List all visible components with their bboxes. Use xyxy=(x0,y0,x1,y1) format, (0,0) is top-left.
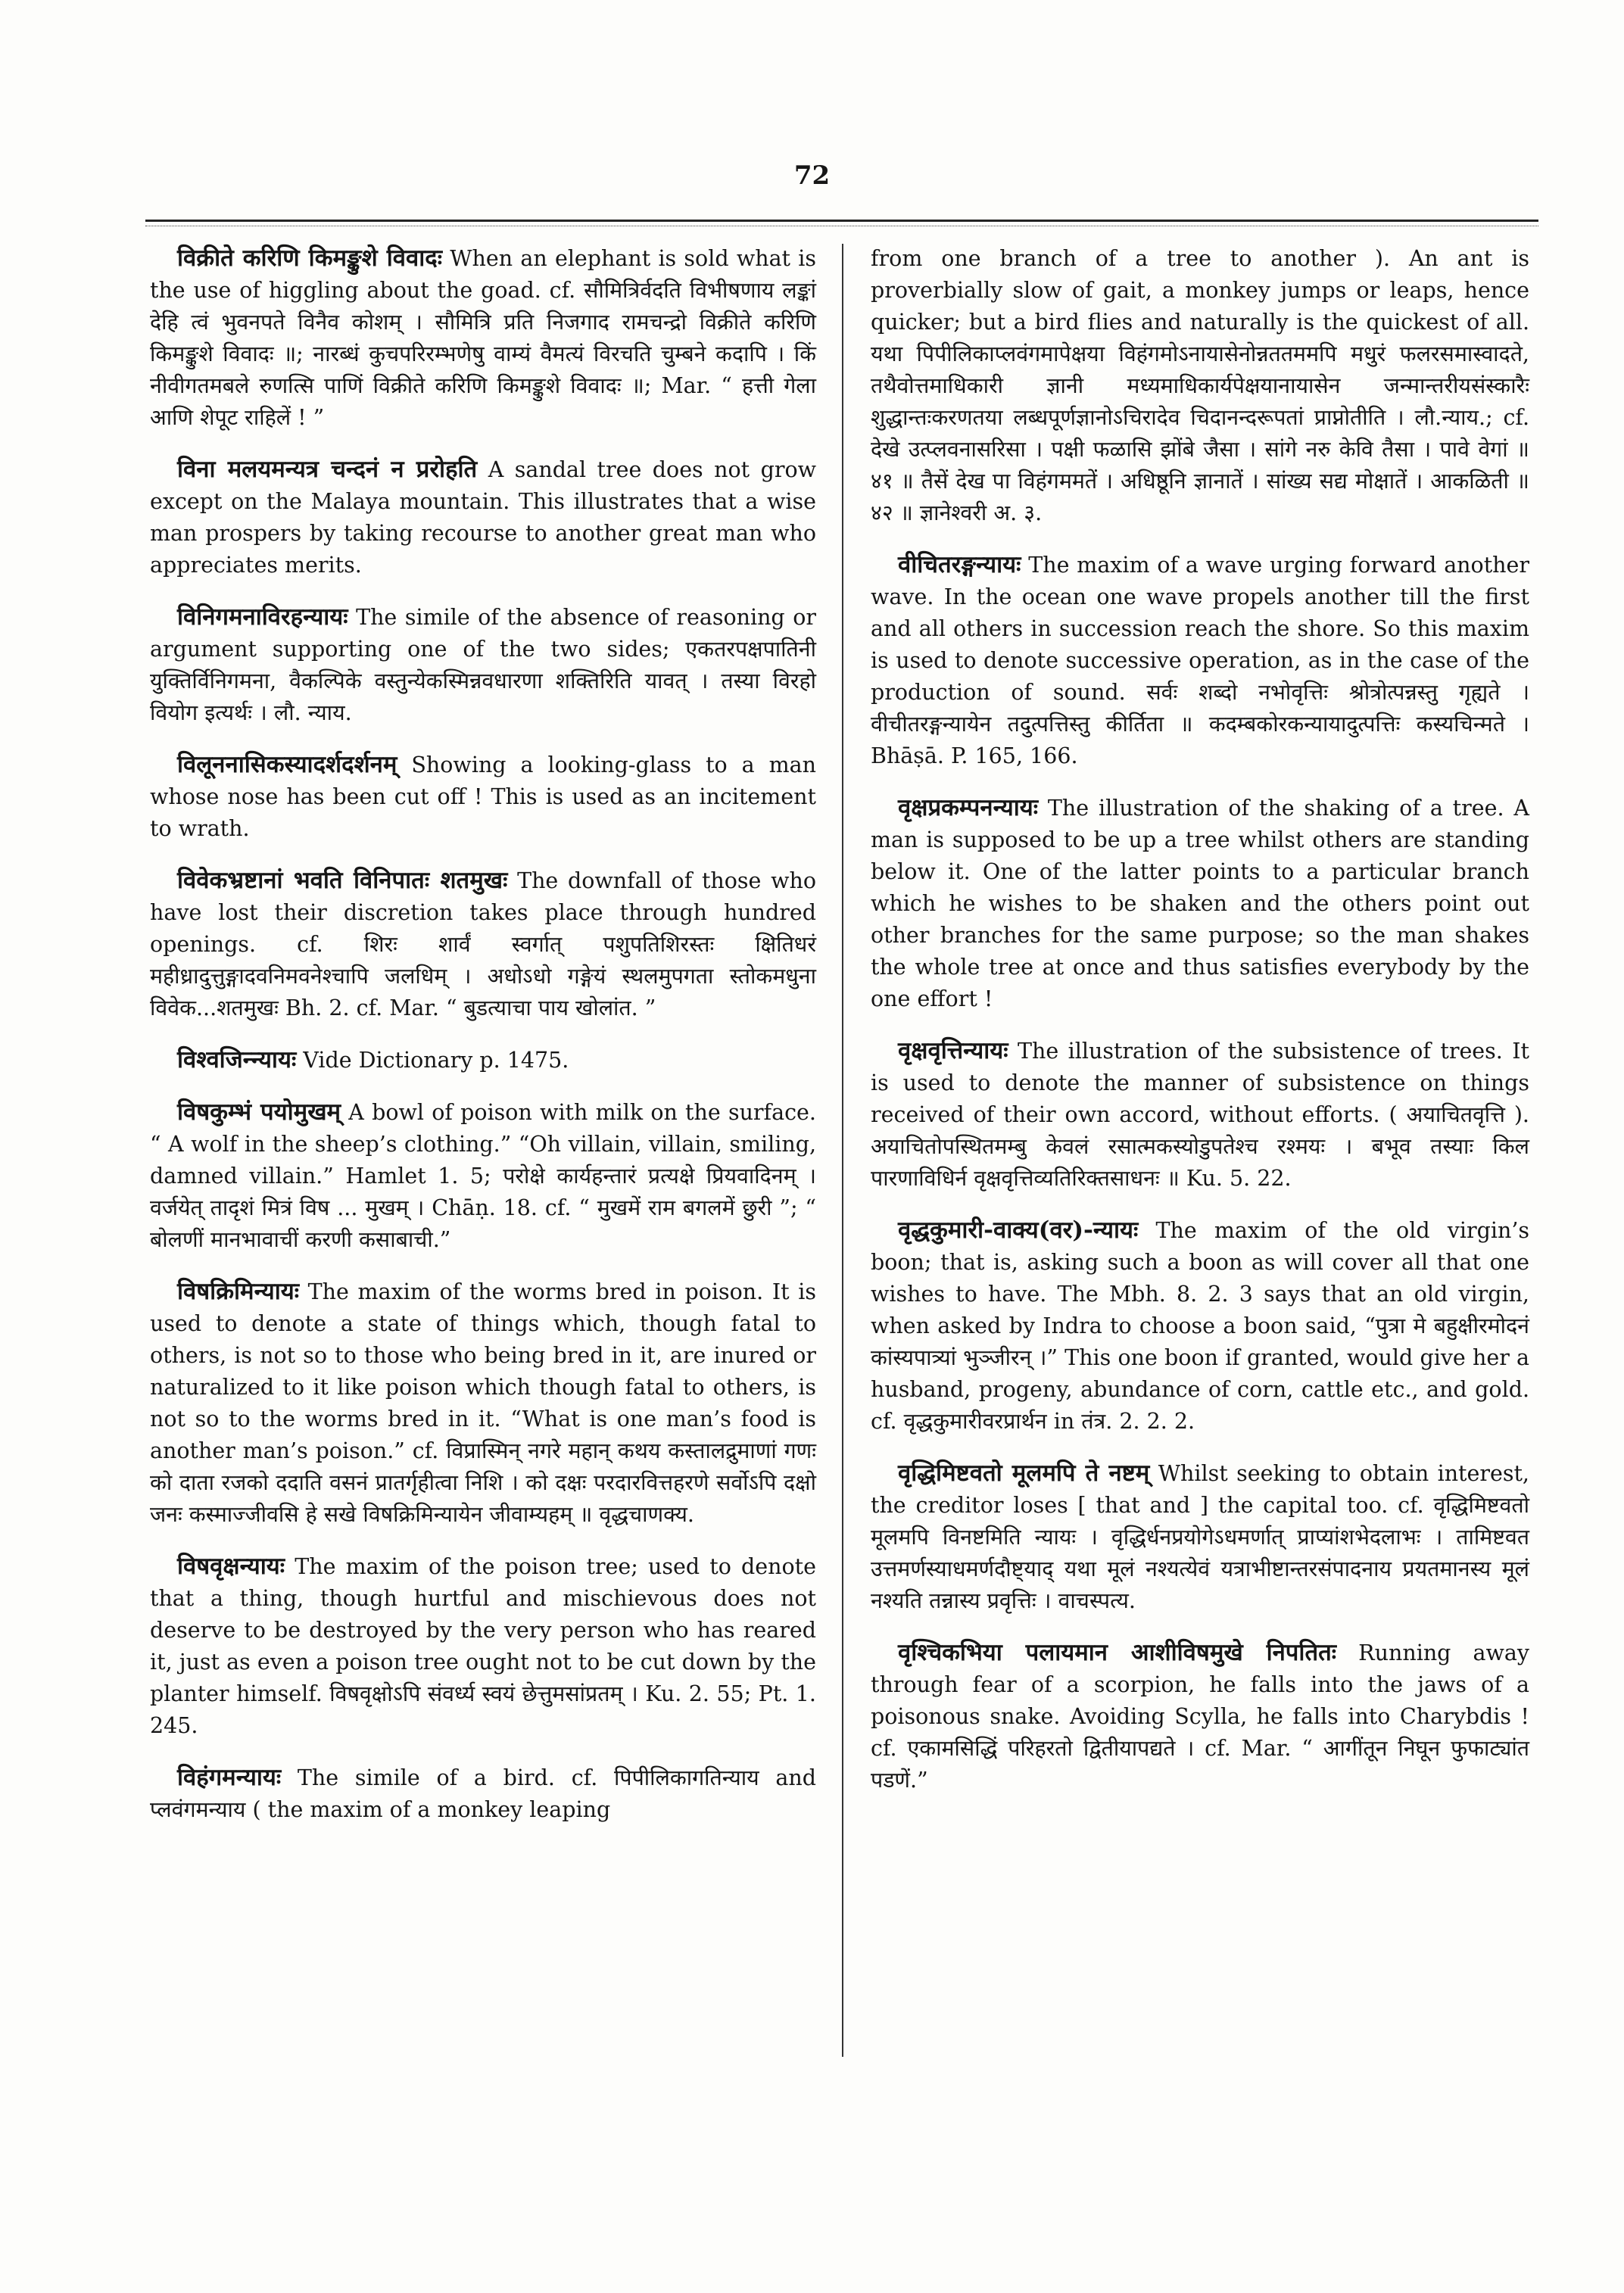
entry-text: The downfall of those who have lost their discretion takes place through hundred openings. cf. शिरः शार्वं स्वर्गात् पशुपतिशिरस्तः क्षितिधरं महीध्रादुत्तुङ्गादवनिमवनेश्चापि जलधिम् । अधोऽधो गङ्गेयं स्थलमुपगता स्तोकमधुना विवेक...शतमुखः Bh. 2. cf. Mar. “ बुडत्याचा पाय खोलांत. ” xyxy=(150,868,816,1020)
entry-text: A bowl of poison with milk on the surface. “ A wolf in the sheep’s clothing.” “Oh villain, villain, smiling, damned villain.” Hamlet 1. 5; परोक्षे कार्यहन्तारं प्रत्यक्षे प्रियवादिनम् । वर्जयेत् तादृशं मित्रं विष ... मुखम् । Chāṇ. 18. cf. “ मुखमें राम बगलमें छुरी ”; “ बोलणीं मानभावाचीं करणी कसाबाची.” xyxy=(150,1100,816,1252)
entry-text: The maxim of a wave urging forward another wave. In the ocean one wave propels another till the first and all others in succession reach the shore. So this maxim is used to denote successive operation, as in the case of the production of sound. सर्वः शब्दो नभोवृत्तिः श्रोत्रोत्पन्नस्तु गृह्यते । वीचीतरङ्गन्यायेन तदुत्पत्तिस्तु कीर्तिता ॥ कदम्बकोरकन्यायादुत्पत्तिः कस्यचिन्मते । Bhāṣā. P. 165, 166. xyxy=(871,553,1529,768)
entry-vivekabhrashta xyxy=(150,865,816,1024)
entry-headword: वृश्चिकभिया पलायमान आशीविषमुखे निपतितः xyxy=(898,1639,1337,1666)
entry-headword: विना मलयमन्यत्र चन्दनं न प्ररोहति xyxy=(177,456,478,483)
entry-text: The maxim of the poison tree; used to denote that a thing, though hurtful and mischievous does not deserve to be destroyed by the very person who has reared it, just as even a poison tree ought not to be cut down by the planter himself. विषवृक्षोऽपि संवर्ध्य स्वयं छेत्तुमसांप्रतम् । Ku. 2. 55; Pt. 1. 245. xyxy=(150,1554,816,1738)
entry-text: When an elephant is sold what is the use of higgling about the goad. cf. सौमित्रिर्वदति विभीषणाय लङ्कां देहि त्वं भुवनपते विनैव कोशम् । सौमित्रि प्रति निजगाद रामचन्द्रो विक्रीते करिणि किमङ्कुशे विवादः ॥; नारब्धं कुचपरिरम्भणेषु वाम्यं वैमत्यं विरचति चुम्बने कदापि । किं नीवीगतमबले रुणत्सि पाणिं विक्रीते करिणि किमङ्कुशे विवादः ॥; Mar. “ हत्ती गेला आणि शेपूट राहिलें ! ” xyxy=(150,246,816,430)
entry-text: A sandal tree does not grow except on the Malaya mountain. This illustrates that a wise man prospers by taking recourse to another great man who appreciates merits. xyxy=(150,457,816,578)
entry-vishavriksha xyxy=(150,1550,816,1742)
entry-vishakumbham xyxy=(150,1096,816,1256)
entry-vichitaranga xyxy=(871,549,1529,772)
entry-text: The maxim of the worms bred in poison. It is used to denote a state of things which, though fatal to others, is not so to those who being bred in it, are inured or naturalized to it like poison which though fatal to others, is not so to the worms bred in it. “What is one man’s food is another man’s poison.” cf. विप्रास्मिन् नगरे महान् कथय कस्तालद्रुमाणां गणः को दाता रजको ददाति वसनं प्रातर्गृहीत्वा निशि । को दक्षः परदारवित्तहरणे सर्वोऽपि दक्षो जनः कस्माज्जीवसि हे सखे विषक्रिमिन्यायेन जीवाम्यहम् ॥ वृद्धचाणक्य. xyxy=(150,1279,816,1527)
entry-vriddhimishtavato xyxy=(871,1457,1529,1617)
entry-headword: वीचितरङ्गन्यायः xyxy=(898,551,1021,578)
entry-vriddhakumari xyxy=(871,1214,1529,1438)
entry-headword: विलूननासिकस्यादर्शदर्शनम् xyxy=(177,751,397,778)
entry-headword: वृद्धकुमारी-वाक्य(वर)-न्यायः xyxy=(898,1217,1139,1244)
header-rule xyxy=(145,220,1538,226)
entry-headword: विक्रीते करिणि किमङ्कुशे विवादः xyxy=(177,245,442,272)
entry-vrishchikabhiya xyxy=(871,1637,1529,1796)
entry-headword: विषकुम्भं पयोमुखम् xyxy=(177,1098,341,1126)
entry-vishvajit xyxy=(150,1044,816,1076)
entry-vihangama-continued xyxy=(871,242,1529,529)
entry-vina-malayam xyxy=(150,453,816,581)
left-column xyxy=(150,242,816,1846)
entry-headword: विषवृक्षन्यायः xyxy=(177,1553,285,1580)
entry-vishakrimi xyxy=(150,1276,816,1531)
entry-headword: विवेकभ्रष्टानां भवति विनिपातः शतमुखः xyxy=(177,867,508,894)
column-divider xyxy=(842,244,843,2057)
entry-vrikshaprakampana xyxy=(871,792,1529,1015)
entry-text: Vide Dictionary p. 1475. xyxy=(296,1048,569,1073)
entry-headword: वृक्षप्रकम्पनन्यायः xyxy=(898,794,1039,821)
entry-vihangama xyxy=(150,1762,816,1826)
entry-vilunanasika xyxy=(150,749,816,845)
entry-headword: वृक्षवृत्तिन्यायः xyxy=(898,1037,1008,1064)
entry-headword: विश्वजिन्न्यायः xyxy=(177,1046,297,1073)
entry-text: The maxim of the old virgin’s boon; that is, asking such a boon as will cover all that one wishes to have. The Mbh. 8. 2. 3 says that an old virgin, when asked by Indra to choose a boon said, “पुत्रा मे बहुक्षीरमोदनं कांस्यपात्र्यां भुञ्जीरन् ।” This one boon if granted, would give her a husband, progeny, abundance of corn, cattle etc., and gold. cf. वृद्धकुमारीवरप्रार्थन in तंत्र. 2. 2. 2. xyxy=(871,1218,1529,1434)
entry-text: from one branch of a tree to another ). An ant is proverbially slow of gait, a monkey jumps or leaps, hence quicker; but a bird flies and naturally is the quickest of all. यथा पिपीलिकाप्लवंगमापेक्षया विहंगमोऽनायासेनोन्नततममपि मधुरं फलरसमास्वादते, तथैवोत्तमाधिकारी ज्ञानी मध्यमाधिकार्यपेक्षयानायासेन जन्मान्तरीयसंस्कारैः शुद्धान्तःकरणतया लब्धपूर्णज्ञानोऽचिरादेव चिदानन्दरूपतां प्राप्नोतीति । लौ.न्याय.; cf. देखे उत्प्लवनासरिसा । पक्षी फळासि झोंबे जैसा । सांगे नरु केवि तैसा । पावे वेगां ॥ ४१ ॥ तैसें देख पा विहंगममतें । अधिष्ठूनि ज्ञानातें । सांख्य सद्य मोक्षातें । आकळिती ॥ ४२ ॥ ज्ञानेश्वरी अ. ३. xyxy=(871,246,1529,525)
entry-text: Whilst seeking to obtain interest, the creditor loses [ that and ] the capital too. cf. वृद्धिमिष्टवतो मूलमपि विनष्टमिति न्यायः । वृद्धिर्धनप्रयोगेऽधमर्णात् प्राप्यांशभेदलाभः । तामिष्टवत उत्तमर्णस्याधमर्णदौष्ट्याद् यथा मूलं नश्यत्येवं यत्राभीष्टान्तरसंपादनाय प्रयतमानस्य मूलं नश्यति तन्नास्य प्रवृत्तिः । वाचस्पत्य. xyxy=(871,1461,1529,1613)
entry-vinigamana xyxy=(150,601,816,729)
entry-text: The simile of the absence of reasoning or argument supporting one of the two sides; एकतरपक्षपातिनी युक्तिर्विनिगमना, वैकल्पिके वस्तुन्येकस्मिन्नवधारणा शक्तिरिति यावत् । तस्या विरहो वियोग इत्यर्थः । लौ. न्याय. xyxy=(150,605,816,725)
entry-text: Showing a looking-glass to a man whose nose has been cut off ! This is used as an incitement to wrath. xyxy=(150,752,816,841)
entry-vrikshavritti xyxy=(871,1035,1529,1195)
entry-text: The illustration of the subsistence of trees. It is used to denote the manner of subsistence on things received of their own accord, without efforts. ( अयाचितवृत्ति ). अयाचितोपस्थितमम्बु केवलं रसात्मकस्योडुपतेश्च रश्मयः । बभूव तस्याः किल पारणाविधिर्न वृक्षवृत्तिव्यतिरिक्तसाधनः ॥ Ku. 5. 22. xyxy=(871,1039,1529,1191)
right-column xyxy=(871,242,1529,1816)
entry-headword: विषक्रिमिन्यायः xyxy=(177,1278,299,1305)
page-number: 72 xyxy=(793,160,831,191)
entry-headword: विनिगमनाविरहन्यायः xyxy=(177,603,348,631)
entry-text: The simile of a bird. cf. पिपीलिकागतिन्याय and प्लवंगमन्याय ( the maxim of a monkey leaping xyxy=(150,1765,816,1822)
entry-vikrite-karini xyxy=(150,242,816,434)
entry-text: The illustration of the shaking of a tree. A man is supposed to be up a tree whilst others are standing below it. One of the latter points to a particular branch which he wishes to be shaken and the others point out other branches for the same purpose; so the man shakes the whole tree at once and thus satisfies everybody by the one effort ! xyxy=(871,796,1529,1011)
entry-headword: वृद्धिमिष्टवतो मूलमपि ते नष्टम् xyxy=(898,1460,1150,1487)
entry-headword: विहंगमन्यायः xyxy=(177,1764,282,1791)
entry-text: Running away through fear of a scorpion, he falls into the jaws of a poisonous snake. Avoiding Scylla, he falls into Charybdis ! cf. एकामसिद्धिं परिहरतो द्वितीयापद्यते । cf. Mar. “ आगींतून निघून फुफाट्यांत पडणें.” xyxy=(871,1640,1530,1793)
